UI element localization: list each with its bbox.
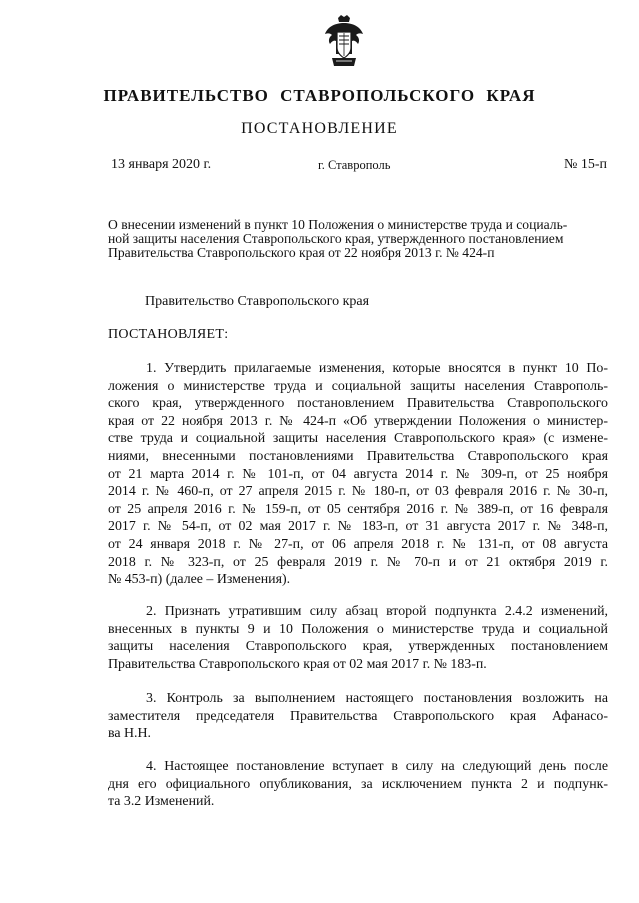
subject-line: ной защиты населения Ставропольского края, утвержденного постановлением: [108, 231, 564, 246]
document-number: № 15-п: [563, 157, 607, 172]
paragraph-line: заместителя председателя Правительства Ставропольского края Афанасо-: [108, 708, 608, 724]
paragraph-line: от 25 апреля 2016 г. № 159-п, от 05 сентября 2016 г. № 389-п, от 16 февраля: [108, 501, 608, 517]
document-date: 13 января 2020 г.: [111, 157, 212, 172]
paragraph-line: ниями, внесенными постановлениями Правительства Ставропольского края: [108, 448, 608, 464]
paragraph-3: [108, 690, 608, 743]
paragraph-2: [108, 603, 608, 673]
paragraph-line: от 24 января 2018 г. № 27-п, от 06 апреля 2018 г. № 131-п, от 08 августа: [108, 536, 608, 552]
document-type: ПОСТАНОВЛЕНИЕ: [241, 120, 398, 137]
paragraph-line: № 453-п) (далее – Изменения).: [108, 572, 291, 588]
subject-line: О внесении изменений в пункт 10 Положения о министерстве труда и социаль-: [108, 217, 568, 232]
paragraph-line: дня его официального опубликования, за исключением пункта 2 и подпунк-: [108, 776, 608, 792]
paragraph-line: 4. Настоящее постановление вступает в силу на следующий день после: [146, 759, 608, 774]
paragraph-line: 1. Утвердить прилагаемые изменения, которые вносятся в пункт 10 По-: [146, 361, 608, 376]
paragraph-line: от 21 марта 2014 г. № 101-п, от 04 августа 2014 г. № 309-п, от 25 ноября: [108, 466, 608, 482]
document-subject: [108, 218, 608, 260]
paragraph-line: ва Н.Н.: [108, 726, 152, 742]
paragraph-line: 2. Признать утратившим силу абзац второй подпункта 2.4.2 изменений,: [146, 604, 608, 619]
paragraph-line: 3. Контроль за выполнением настоящего постановления возложить на: [146, 691, 608, 706]
subject-line: Правительства Ставропольского края от 22 ноября 2013 г. № 424-п: [108, 245, 495, 260]
paragraph-line: та 3.2 Изменений.: [108, 794, 215, 810]
paragraph-line: защиты населения Ставропольского края, утвержденных постановлением: [108, 639, 608, 655]
document-city: г. Ставрополь: [318, 158, 391, 172]
paragraph-line: Правительства Ставропольского края от 02 мая 2017 г. № 183-п.: [108, 656, 487, 672]
paragraph-line: края от 22 ноября 2013 г. № 424-п «Об утверждении Положения о министер-: [108, 413, 608, 429]
organization-title: ПРАВИТЕЛЬСТВО СТАВРОПОЛЬСКОГО КРАЯ: [103, 86, 536, 105]
paragraph-4: [108, 758, 608, 811]
paragraph-line: 2018 г. № 323-п, от 25 февраля 2019 г. № 70-п и от 21 октября 2019 г.: [108, 554, 608, 570]
paragraph-line: ложения о министерстве труда и социальной защиты населения Ставрополь-: [108, 378, 608, 394]
paragraph-1: [108, 360, 608, 589]
issuing-body: Правительство Ставропольского края: [145, 294, 370, 309]
paragraph-line: внесенных в пункты 9 и 10 Положения о министерстве труда и социальной: [108, 621, 608, 637]
paragraph-line: стве труда и социальной защиты населения Ставропольского края» (с измене-: [108, 431, 608, 447]
resolves-heading: ПОСТАНОВЛЯЕТ:: [108, 327, 229, 342]
paragraph-line: 2014 г. № 460-п, от 27 апреля 2015 г. № 180-п, от 03 февраля 2016 г. № 30-п,: [108, 484, 608, 500]
coat-of-arms-icon: [322, 14, 366, 70]
paragraph-line: 2017 г. № 54-п, от 02 мая 2017 г. № 183-п, от 31 августа 2017 г. № 348-п,: [108, 519, 608, 535]
paragraph-line: ского края, утвержденного постановлением Правительства Ставропольского: [108, 396, 608, 412]
